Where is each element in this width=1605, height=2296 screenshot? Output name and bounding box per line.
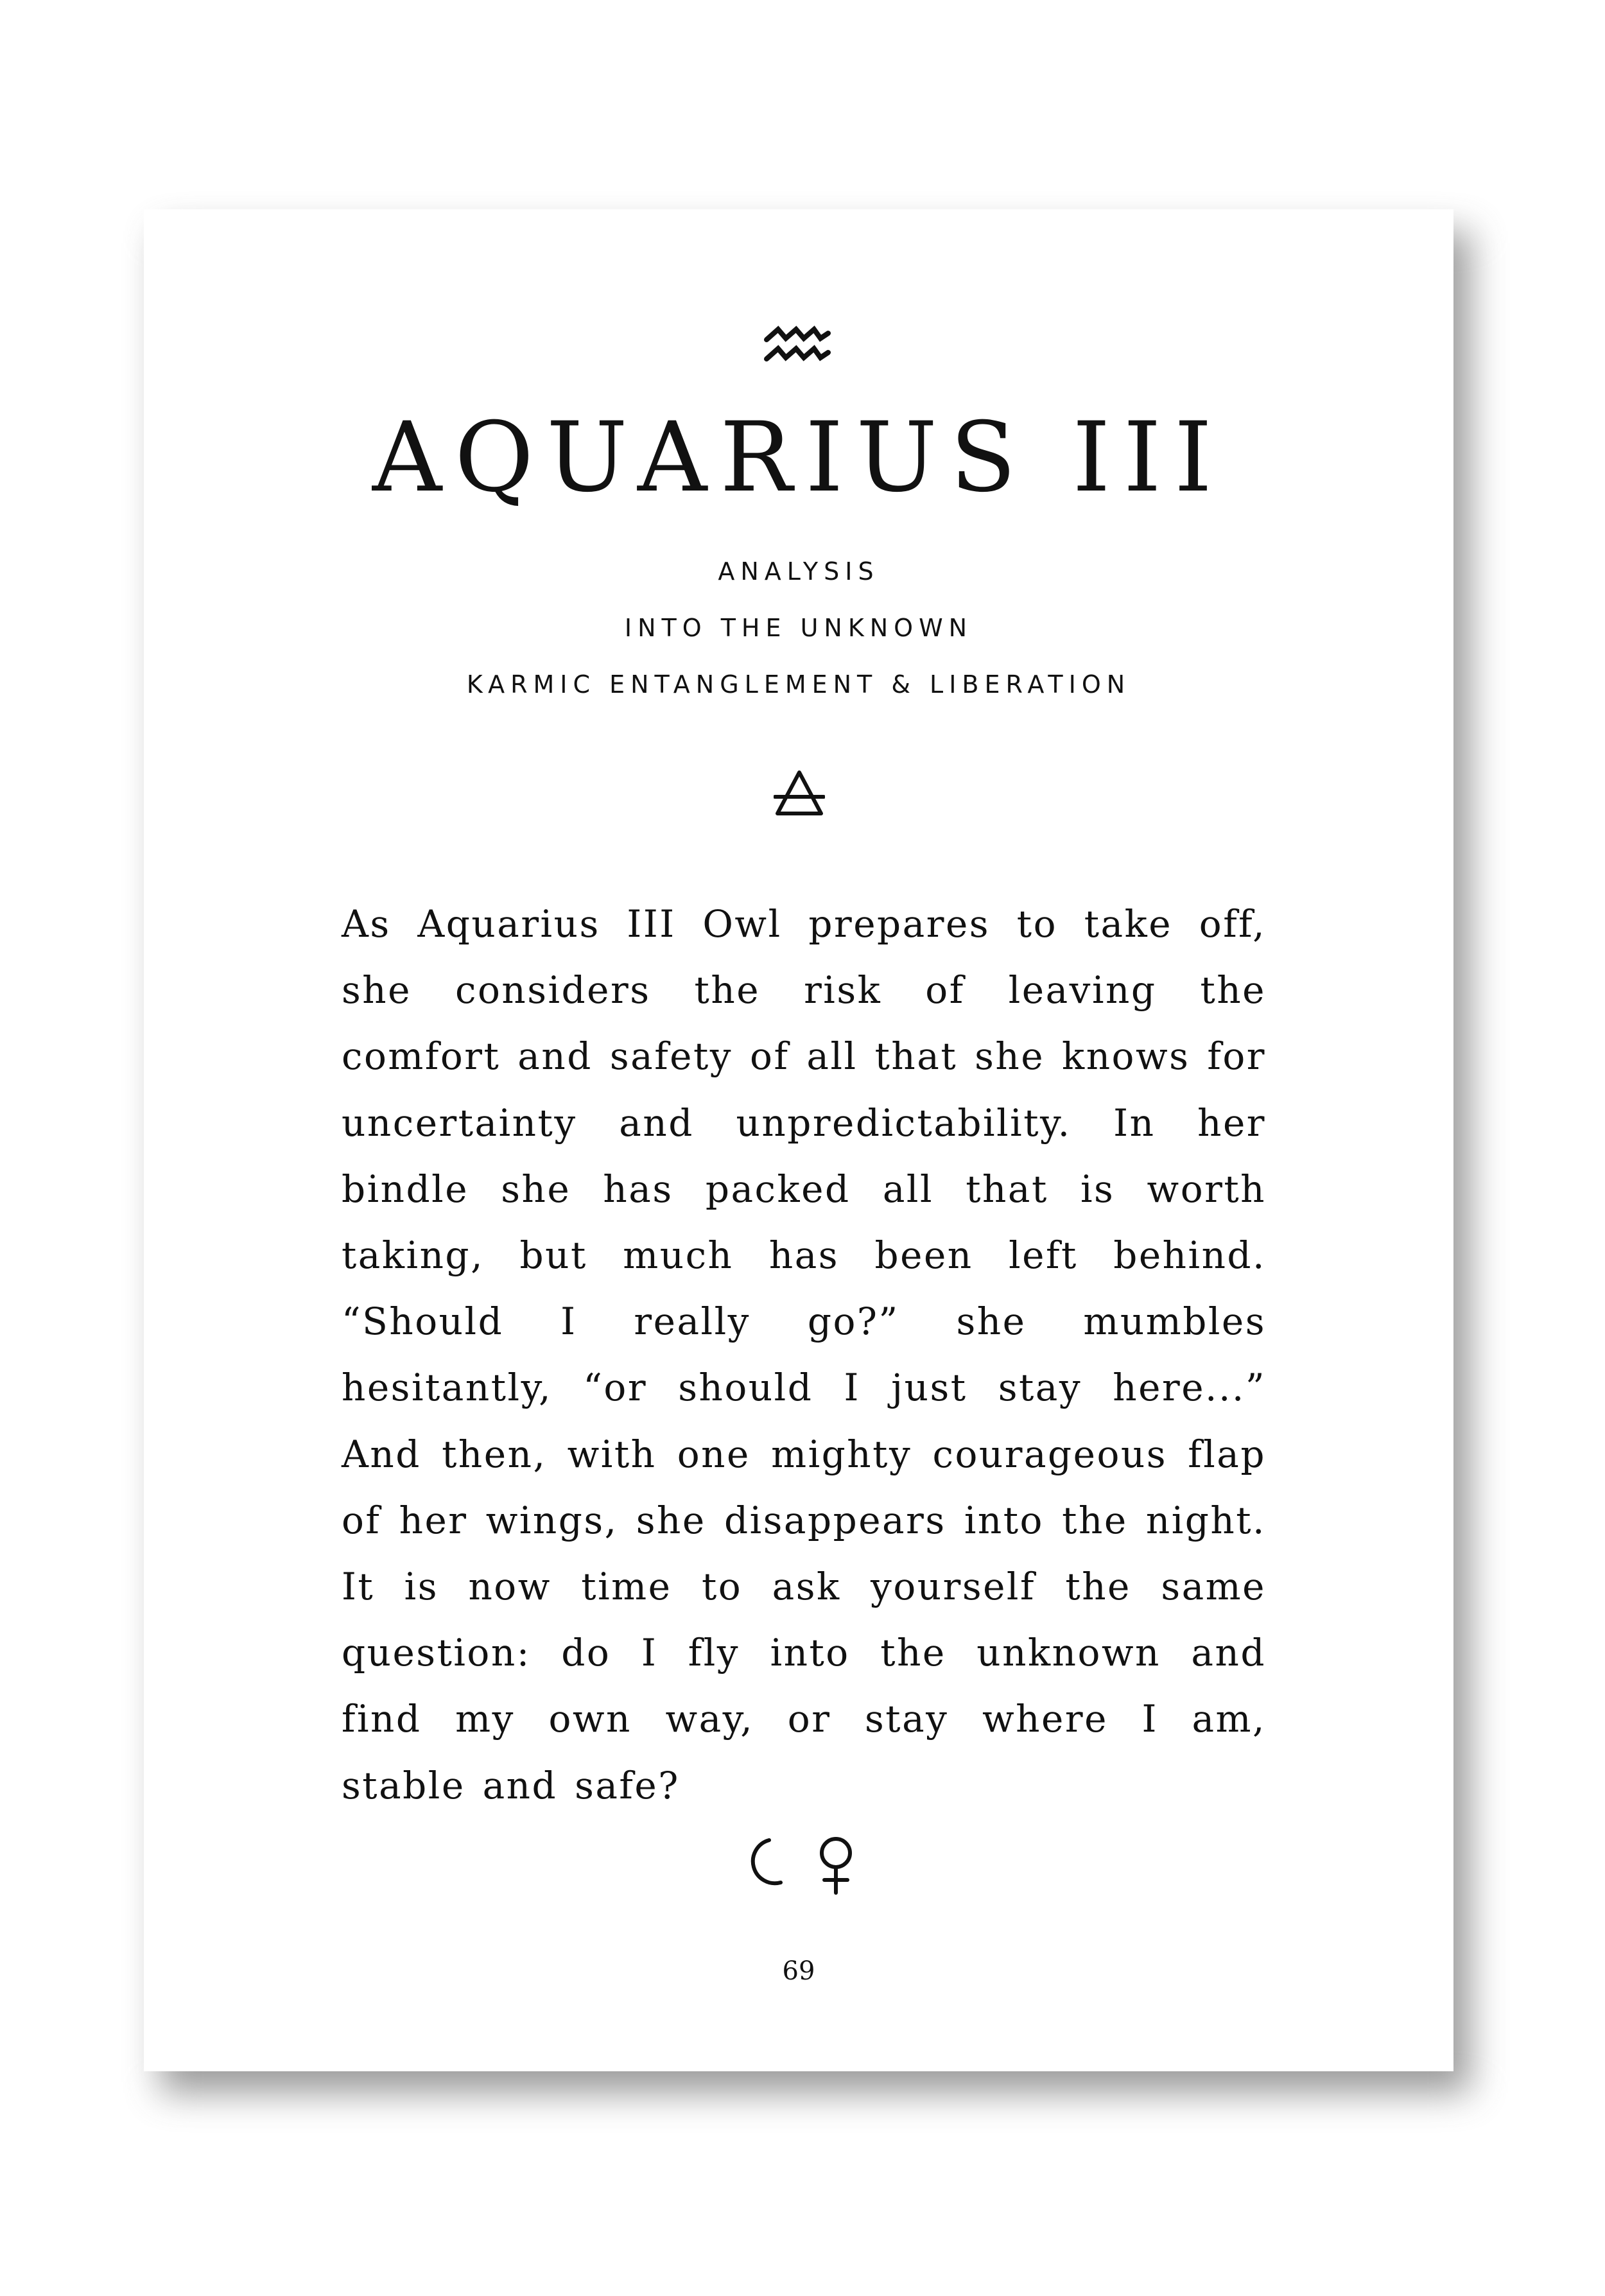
keyword-list — [144, 543, 1453, 713]
keyword-analysis: ANALYSIS — [718, 557, 880, 586]
moon-icon — [753, 1840, 781, 1883]
planet-symbols — [732, 1831, 880, 1895]
body-paragraph: As Aquarius III Owl prepares to take off, she considers the risk of leaving the comfort and safety of all that she knows for uncertainty and unpredictability. In her bindle she has packed all that is worth taking, but much has been left behind. “Should I really go?” she mumbles hesitantly, “or should I just stay here...” And then, with one mighty courageous flap of her wings, she disappears into the night. It is now time to ask yourself the same question: do I fly into the unknown and find my own way, or stay where I am, stable and safe? — [342, 902, 1266, 1807]
aquarius-glyph-icon — [764, 324, 831, 367]
keyword-karmic: KARMIC ENTANGLEMENT & LIBERATION — [466, 670, 1131, 699]
venus-icon — [822, 1839, 850, 1893]
page-number: 69 — [782, 1956, 815, 1986]
keyword-into-the-unknown: INTO THE UNKNOWN — [624, 614, 973, 642]
air-element-icon — [774, 767, 825, 819]
page-title: AQUARIUS III — [372, 402, 1226, 514]
